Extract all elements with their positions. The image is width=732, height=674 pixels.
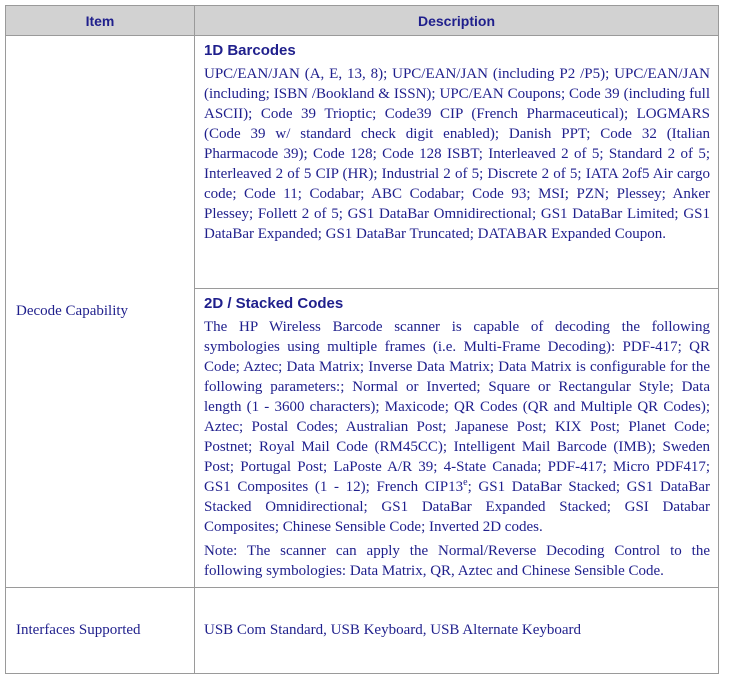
- subheading-2d-codes: 2D / Stacked Codes: [204, 295, 344, 312]
- header-item: Item: [6, 6, 195, 36]
- superscript-e: e: [463, 477, 468, 488]
- item-interfaces-supported: Interfaces Supported: [6, 588, 195, 674]
- spec-table: [5, 5, 719, 674]
- item-decode-capability: Decode Capability: [6, 36, 195, 588]
- table-row: [6, 36, 719, 289]
- description-2d-codes: [195, 289, 719, 588]
- text-2d-codes: [204, 317, 710, 537]
- header-row: [6, 6, 719, 36]
- note-2d-codes: Note: The scanner can apply the Normal/Reverse Decoding Control to the following symbologies: Data Matrix, QR, Aztec and Chinese Sensible Code.: [204, 543, 710, 579]
- table-row: [6, 588, 719, 674]
- header-description: Description: [195, 6, 719, 36]
- text-2d-part2: ; GS1 DataBar Stacked; GS1 DataBar Stacked Omnidirectional; GS1 DataBar Expanded Stacked; GSI Databar Composites; Chinese Sensible Code; Inverted 2D codes.: [204, 479, 710, 535]
- text-2d-part1: The HP Wireless Barcode scanner is capable of decoding the following symbologies using multiple frames (i.e. Multi-Frame Decoding): PDF-417; QR Code; Aztec; Data Matrix; Inverse Data Matrix; Data Matrix is configurable for the following parameters:; Normal or Inverted; Square or Rectangular Style; Data length (1 - 3600 characters); Maxicode; QR Codes (QR and Multiple QR Codes); Aztec; Postal Codes; Australian Post; Japanese Post; KIX Post; Planet Code; Postnet; Royal Mail Code (RM45CC); Intelligent Mail Barcode (IMB); Sweden Post; Portugal Post; LaPoste A/R 39; 4-State Canada; PDF-417; Micro PDF417; GS1 Composites (1 - 12); French CIP13: [204, 319, 710, 495]
- text-1d-barcodes: UPC/EAN/JAN (A, E, 13, 8); UPC/EAN/JAN (including P2 /P5); UPC/EAN/JAN (including; ISBN /Bookland & ISSN); UPC/EAN Coupons; Code 39 (including full ASCII); Code 39 Trioptic; Code39 CIP (French Pharmaceutical); LOGMARS (Code 39 w/ standard check digit enabled); Danish PPT; Code 32 (Italian Pharmacode 39); Code 128; Code 128 ISBT; Interleaved 2 of 5; Standard 2 of 5; Interleaved 2 of 5 CIP (HR); Industrial 2 of 5; Discrete 2 of 5; IATA 2of5 Air cargo code; Code 11; Codabar; ABC Codabar; Code 93; MSI; PZN; Plessey; Anker Plessey; Follett 2 of 5; GS1 DataBar Omnidirectional; GS1 DataBar Limited; GS1 DataBar Expanded; GS1 DataBar Truncated; DATABAR Expanded Coupon.: [204, 66, 710, 242]
- subheading-1d-barcodes: 1D Barcodes: [204, 42, 296, 59]
- description-interfaces: USB Com Standard, USB Keyboard, USB Alternate Keyboard: [195, 588, 719, 674]
- description-1d-barcodes: [195, 36, 719, 289]
